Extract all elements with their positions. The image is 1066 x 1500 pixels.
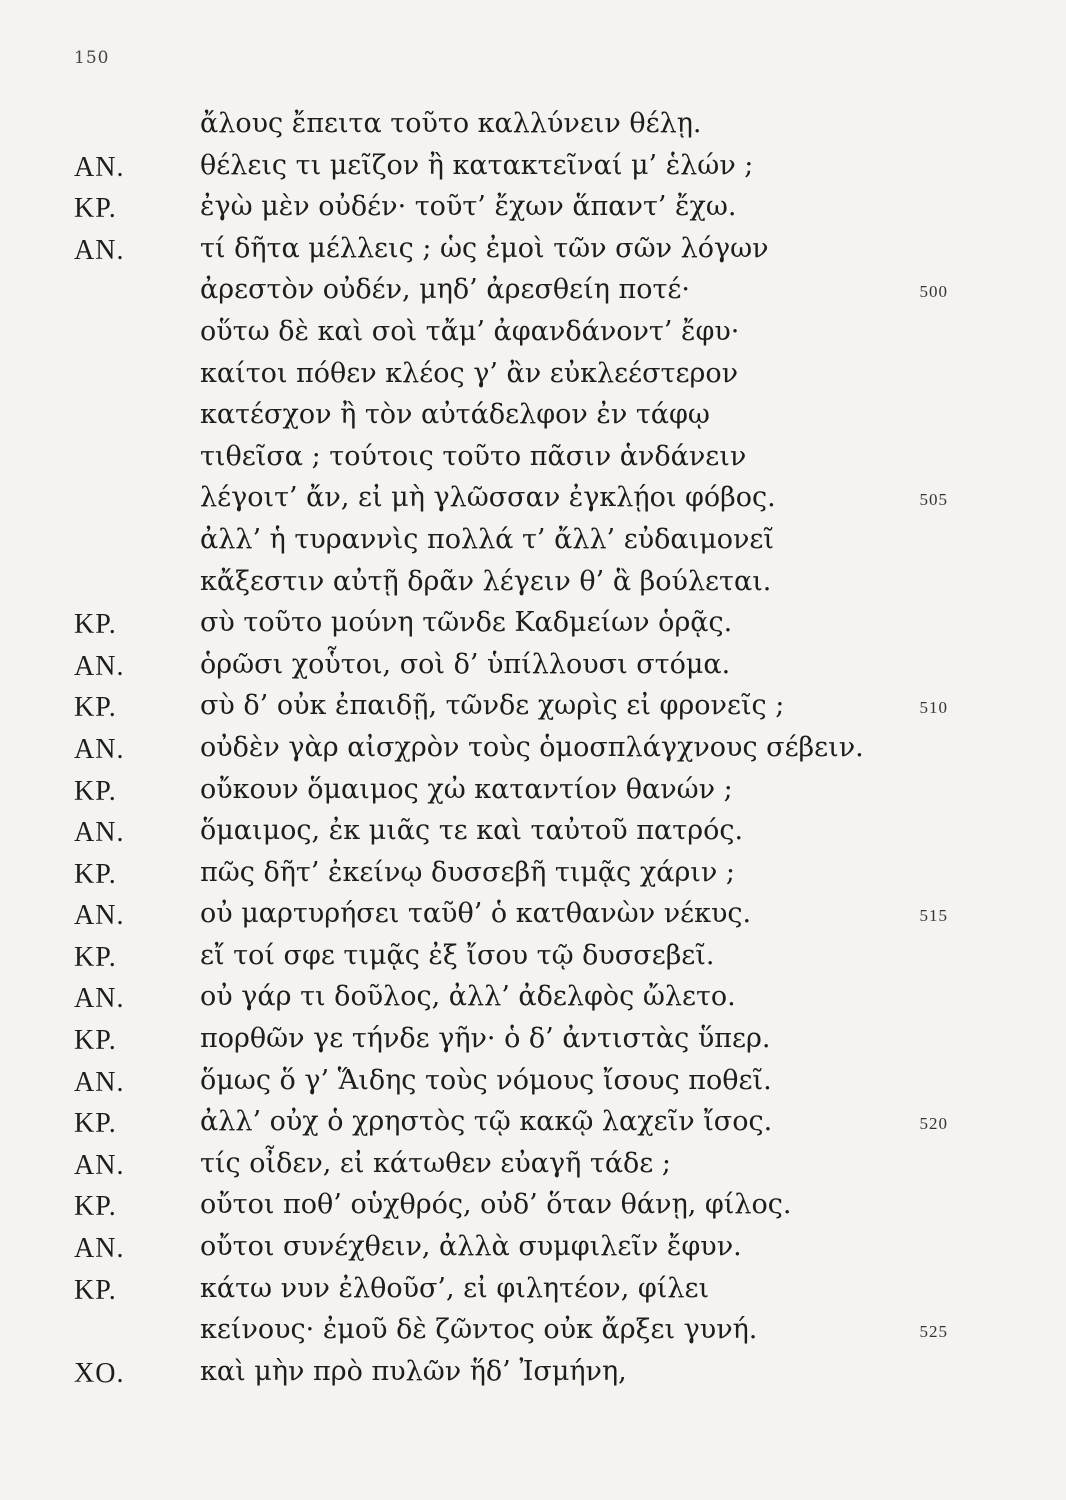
verse-line [0,1187,1066,1229]
speaker-label: ΑΝ. [74,1066,125,1098]
verse-line [0,480,1066,522]
verse-text: οὐ γάρ τι δοῦλος, ἀλλ’ ἀδελφὸς ὤλετο. [200,981,736,1013]
line-number: 515 [919,906,948,926]
verse-text: τί δῆτα μέλλεις ; ὡς ἐμοὶ τῶν σῶν λόγων [200,232,769,264]
verse-text: ἀλλ’ ἡ τυραννὶς πολλά τ’ ἄλλ’ εὐδαιμονεῖ [200,523,774,555]
verse-line [0,189,1066,231]
verse-text: οὕτω δὲ καὶ σοὶ τἄμ’ ἀφανδάνοντ’ ἔφυ· [200,315,740,347]
verse-line [0,647,1066,689]
verse-text: καὶ μὴν πρὸ πυλῶν ἥδ’ Ἰσμήνη, [200,1355,627,1387]
verse-text: οὐδὲν γὰρ αἰσχρὸν τοὺς ὁμοσπλάγχνους σέβειν. [200,731,864,763]
verse-line [0,938,1066,980]
verse-text: σὺ τοῦτο μούνη τῶνδε Καδμείων ὁρᾷς. [200,607,733,639]
verse-line [0,314,1066,356]
speaker-label: ΚΡ. [74,193,117,225]
verse-line [0,397,1066,439]
speaker-label: ΑΝ. [74,650,125,682]
verse-list [0,106,1066,1395]
speaker-label: ΑΝ. [74,983,125,1015]
verse-line [0,730,1066,772]
verse-text: ἄλους ἔπειτα τοῦτο καλλύνειν θέλῃ. [200,108,702,139]
verse-text: πῶς δῆτ’ ἐκείνῳ δυσσεβῆ τιμᾷς χάριν ; [200,856,735,888]
verse-line [0,564,1066,606]
verse-text: ὅμως ὅ γ’ Ἅιδης τοὺς νόμους ἴσους ποθεῖ. [200,1064,772,1096]
speaker-label: ΚΡ. [74,1191,117,1223]
verse-line [0,522,1066,564]
line-number: 520 [919,1114,948,1134]
verse-text: λέγοιτ’ ἄν, εἰ μὴ γλῶσσαν ἐγκλῄοι φόβος. [200,482,776,514]
verse-line [0,1271,1066,1313]
verse-text: κείνους· ἐμοῦ δὲ ζῶντος οὐκ ἄρξει γυνή. [200,1314,758,1346]
line-number: 500 [919,282,948,302]
verse-line [0,605,1066,647]
speaker-label: ΧΟ. [74,1357,125,1389]
verse-line [0,1021,1066,1063]
verse-line [0,1146,1066,1188]
verse-text: ὁρῶσι χοὗτοι, σοὶ δ’ ὑπίλλουσι στόμα. [200,648,731,680]
line-number: 510 [919,698,948,718]
verse-text: οὐ μαρτυρήσει ταῦθ’ ὁ κατθανὼν νέκυς. [200,898,752,930]
verse-text: πορθῶν γε τήνδε γῆν· ὁ δ’ ἀντιστὰς ὕπερ. [200,1023,771,1055]
line-number: 505 [919,490,948,510]
speaker-label: ΑΝ. [74,151,125,183]
speaker-label: ΚΡ. [74,692,117,724]
speaker-label: ΚΡ. [74,1274,117,1306]
verse-text: οὔτοι συνέχθειν, ἀλλὰ συμφιλεῖν ἔφυν. [200,1231,742,1263]
speaker-label: ΚΡ. [74,775,117,807]
verse-line [0,439,1066,481]
verse-line [0,148,1066,190]
verse-text: εἴ τοί σφε τιμᾷς ἐξ ἴσου τῷ δυσσεβεῖ. [200,939,715,971]
speaker-label: ΚΡ. [74,609,117,641]
verse-line [0,979,1066,1021]
verse-line [0,231,1066,273]
speaker-label: ΑΝ. [74,900,125,932]
verse-text: ἀρεστὸν οὐδέν, μηδ’ ἀρεσθείη ποτέ· [200,274,690,306]
verse-text: τιθεῖσα ; τούτοις τοῦτο πᾶσιν ἁνδάνειν [200,440,747,472]
verse-text: ἀλλ’ οὐχ ὁ χρηστὸς τῷ κακῷ λαχεῖν ἴσος. [200,1106,773,1138]
verse-text: κατέσχον ἢ τὸν αὐτάδελφον ἐν τάφῳ [200,399,710,431]
verse-text: οὔκουν ὅμαιμος χὠ καταντίον θανών ; [200,773,733,805]
verse-text: ἐγὼ μὲν οὐδέν· τοῦτ’ ἔχων ἅπαντ’ ἔχω. [200,191,737,223]
verse-text: οὔτοι ποθ’ οὑχθρός, οὐδ’ ὅταν θάνῃ, φίλος. [200,1189,792,1221]
verse-line [0,1104,1066,1146]
speaker-label: ΑΝ. [74,733,125,765]
page-number: 150 [74,48,110,68]
speaker-label: ΑΝ. [74,817,125,849]
verse-line [0,1312,1066,1354]
verse-line [0,356,1066,398]
verse-text: θέλεις τι μεῖζον ἢ κατακτεῖναί μ’ ἑλών ; [200,149,754,181]
verse-text: κἄξεστιν αὐτῇ δρᾶν λέγειν θ’ ἃ βούλεται. [200,565,772,597]
verse-text: κάτω νυν ἐλθοῦσ’, εἰ φιλητέον, φίλει [200,1272,710,1304]
verse-line [0,688,1066,730]
verse-text: σὺ δ’ οὐκ ἐπαιδῇ, τῶνδε χωρὶς εἰ φρονεῖς ; [200,690,785,722]
speaker-label: ΑΝ. [74,1233,125,1265]
speaker-label: ΚΡ. [74,941,117,973]
speaker-label: ΑΝ. [74,1149,125,1181]
verse-line [0,272,1066,314]
speaker-label: ΚΡ. [74,858,117,890]
verse-line [0,1229,1066,1271]
speaker-label: ΚΡ. [74,1025,117,1057]
verse-line [0,772,1066,814]
verse-text: τίς οἶδεν, εἰ κάτωθεν εὐαγῆ τάδε ; [200,1147,671,1179]
speaker-label: ΚΡ. [74,1108,117,1140]
verse-line [0,1354,1066,1396]
speaker-label: ΑΝ. [74,234,125,266]
verse-line [0,896,1066,938]
verse-line [0,1063,1066,1105]
verse-text: καίτοι πόθεν κλέος γ’ ἂν εὐκλεέστερον [200,357,739,389]
verse-text: ὅμαιμος, ἐκ μιᾶς τε καὶ ταὐτοῦ πατρός. [200,815,744,847]
verse-line [0,106,1066,148]
verse-line [0,813,1066,855]
line-number: 525 [919,1322,948,1342]
verse-line [0,855,1066,897]
